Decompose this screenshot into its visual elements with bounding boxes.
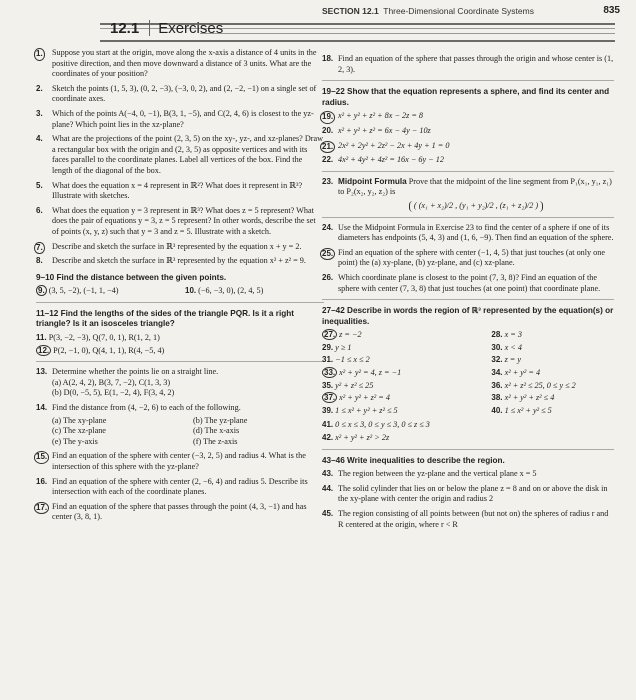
exercise-12: 12. P(2, −1, 0), Q(4, 1, 1), R(4, −5, 4) [38,345,165,355]
exercise-39: 39. 1 ≤ x² + y² + z² ≤ 5 [322,405,398,415]
exercise-16: 16. Find an equation of the sphere with center (2, −6, 4) and radius 5. Describe its intersection with each of the coordinate planes. [36,476,308,497]
exercise-3: 3. Which of the points A(−4, 0, −1), B(3, 1, −5), and C(2, 4, 6) is closest to the yz-plane? Which point lies in the xz-plane? [36,108,314,129]
right-column [322,48,614,534]
exercise-8: 8. Describe and sketch the surface in ℝ³ represented by the equation x² + z² = 9. [36,256,306,266]
exercise-25: 25. Find an equation of the sphere with center (−1, 4, 5) that just touches (at only one point) the (a) xy-plane, (b) yz-plane, and (c) xz-plane. [322,247,606,268]
exercise-11: 11. P(3, −2, −3), Q(7, 0, 1), R(1, 2, 1) [36,333,160,343]
exercise-38: 38. x² + y² + z² ≤ 4 [491,393,555,403]
exercise-7: 7. Describe and sketch the surface in ℝ³ represented by the equation x + y = 2. [36,242,324,253]
midpoint-formula: ( (x₁ + x₂)/2 , (y₁ + y₂)/2 , (z₁ + z₂)/2 ) [338,201,614,212]
exercise-35: 35. y² + z² ≤ 25 [322,380,374,390]
left-column [36,48,324,527]
exercise-4: 4. What are the projections of the point (2, 3, 5) on the xy-, yz-, and xz-planes? Draw a rectangular box with the origin and (2, 3, 5) as opposite vertices and with its faces parallel to the coordinate planes. Label all vertices of the box. Find the length of the diagonal of the box. [36,134,324,175]
exercises-9-10 [36,286,324,297]
exercise-43: 43. The region between the yz-plane and the vertical plane x = 5 [322,469,537,479]
exercise-1: 1. Suppose you start at the origin, move along the x-axis a distance of 4 units in the positive direction, and then move downward a distance of 3 units. What are the coordinates of your position? [36,48,317,79]
exercise-29: 29. y ≥ 1 [322,342,352,352]
title-rule-3 [200,33,615,34]
exercise-17: 17. Find an equation of the sphere that passes through the point (4, 3, −1) and has center (3, 8, 1). [36,501,307,522]
exercise-13a: (a) A(2, 4, 2), B(3, 7, −2), C(1, 3, 3) [52,377,171,387]
range-43-46: 43–46 Write inequalities to describe the region. [322,455,505,465]
exercise-34: 34. x² + y² = 4 [491,368,541,378]
divider [36,302,324,303]
exercise-36: 36. x² + z² ≤ 25, 0 ≤ y ≤ 2 [491,380,576,390]
exercise-2: 2. Sketch the points (1, 5, 3), (0, 2, −3), (−3, 0, 2), and (2, −2, −1) on a single set of coordinate axes. [36,83,317,104]
exercises-27-42 [322,330,614,416]
range-9-10: 9–10 Find the distance between the given points. [36,272,227,282]
divider [36,361,324,362]
exercise-42: 42. x² + y² + z² > 2z [322,433,390,443]
exercise-13b: (b) D(0, −5, 5), E(1, −2, 4), F(3, 4, 2) [52,388,175,398]
range-27-42: 27–42 Describe in words the region of ℝ³ represented by the equation(s) or inequalities. [322,306,614,326]
exercise-32: 32. z = y [491,355,522,365]
divider [322,217,614,218]
exercise-15: 15. Find an equation of the sphere with center (−3, 2, 5) and radius 4. What is the intersection of this sphere with the yz-plane? [36,451,306,471]
heading-label: Exercises [158,20,224,37]
exercise-13: 13. Determine whether the points lie on a straight line. (a) A(2, 4, 2), B(3, 7, −2), C(1, 3, 3) (b) D(0, −5, 5), E(1, −2, 4), F(3, 4, 2) [36,367,324,399]
range-11-12: 11–12 Find the lengths of the sides of the triangle PQR. Is it a right triangle? Is it an isosceles triangle? [36,308,294,329]
exercise-41: 41. 0 ≤ x ≤ 3, 0 ≤ y ≤ 3, 0 ≤ z ≤ 3 [322,420,430,430]
running-header [322,6,534,16]
exercise-40: 40. 1 ≤ x² + y² ≤ 5 [491,405,552,415]
divider [322,299,614,300]
exercise-21: 21. 2x² + 2y² + 2z² − 2x + 4y + 1 = 0 [322,141,614,152]
exercise-23: 23. Midpoint Formula Prove that the midpoint of the line segment from P₁(x₁, y₁, z₁) to P₂(x₂, y₂, z₂) is ( (x₁ + x₂)/2 , (y₁ + y₂)/2 , (z₁ + z₂)/2 ) [322,177,614,212]
exercise-44: 44. The solid cylinder that lies on or below the plane z = 8 and on or above the disk in the xy-plane with center the origin and radius 2 [322,483,608,504]
divider [322,171,614,172]
exercise-14: 14. Find the distance from (4, −2, 6) to each of the following. (a) The xy-plane (b) The yz-plane (c) The xz-plane (d) The x-axis (e) The y-axis (f) The z-axis [36,403,324,447]
divider [322,80,614,81]
exercise-6: 6. What does the equation y = 3 represent in ℝ³? What does z = 5 represent? What does the pair of equations y = 3, z = 5 represent? In other words, describe the set of points (x, y, z) such that y = 3 and z = 5. Illustrate with a sketch. [36,205,316,236]
page-number: 835 [603,5,620,16]
exercise-45: 45. The region consisting of all points between (but not on) the spheres of radius r and R centered at the origin, where r < R [322,509,609,529]
exercise-33: 33. x² + y² = 4, z = −1 [324,368,402,378]
title-rule-bottom [100,40,615,42]
heading-divider [149,20,150,36]
section-number: 12.1 [110,20,140,37]
exercise-26: 26. Which coordinate plane is closest to the point (7, 3, 8)? Find an equation of the sphere with center (7, 3, 8) that just touches (at one point) that coordinate plane. [322,272,601,293]
exercise-19: 19. x² + y² + z² + 8x − 2z = 8 [322,111,614,122]
exercise-28: 28. x = 3 [491,330,522,340]
exercise-37: 37. x² + y² + z² = 4 [324,393,390,403]
divider [322,449,614,450]
section-label: SECTION 12.1 [322,6,379,16]
exercise-27: 27. z = −2 [324,330,362,340]
exercise-5: 5. What does the equation x = 4 represent in ℝ²? What does it represent in ℝ³? Illustrate with sketches. [36,180,303,201]
exercise-24: 24. Use the Midpoint Formula in Exercise 23 to find the center of a sphere if one of its diameters has endpoints (5, 4, 3) and (1, 6, −9). Then find an equation of the sphere. [322,222,614,243]
exercises-heading [110,20,223,37]
exercise-10: 10. (−6, −3, 0), (2, 4, 5) [185,286,264,296]
exercise-30: 30. x < 4 [491,342,522,352]
exercise-18: 18. Find an equation of the sphere that passes through the origin and whose center is (1, 2, 3). [322,54,614,74]
exercise-31: 31. −1 ≤ x ≤ 2 [322,355,370,365]
section-title: Three-Dimensional Coordinate Systems [383,6,534,16]
exercise-20: 20. x² + y² + z² = 6x − 4y − 10z [322,125,431,135]
range-19-22: 19–22 Show that the equation represents a sphere, and find its center and radius. [322,87,610,107]
exercise-9: 9. (3, 5, −2), (−1, 1, −4) [38,286,119,296]
exercise-22: 22. 4x² + 4y² + 4z² = 16x − 6y − 12 [322,155,444,165]
exercise-14-parts: (a) The xy-plane (b) The yz-plane (c) The xz-plane (d) The x-axis (e) The y-axis (f) The z-axis [52,415,248,446]
